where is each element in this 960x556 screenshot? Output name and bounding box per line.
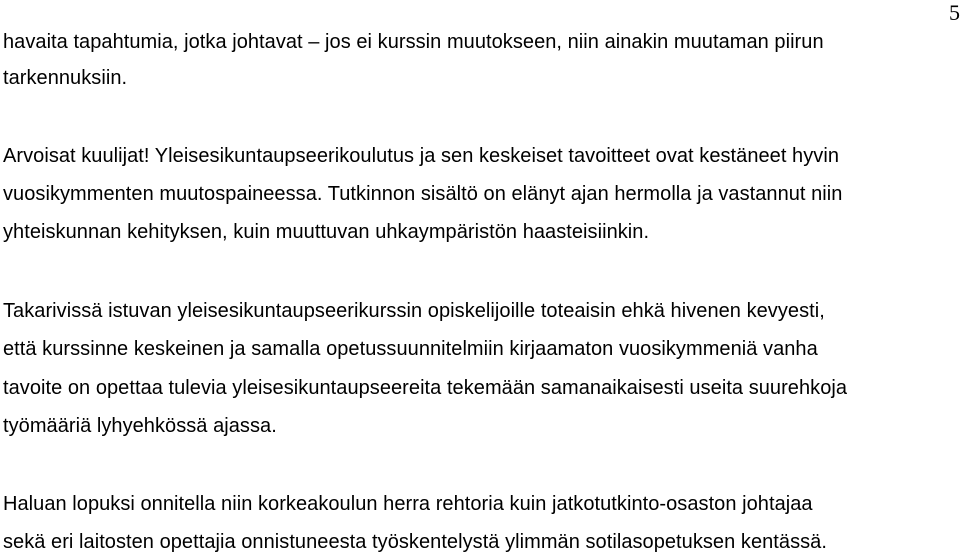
text-line: Haluan lopuksi onnitella niin korkeakoulun herra rehtoria kuin jatkotutkinto-osaston johtajaa [3, 493, 813, 515]
page-number: 5 [949, 0, 960, 25]
text-line: sekä eri laitosten opettajia onnistuneesta työskentelystä ylimmän sotilasopetuksen kentässä. [3, 531, 827, 553]
text-line: vuosikymmenten muutospaineessa. Tutkinnon sisältö on elänyt ajan hermolla ja vastannut niin [3, 183, 843, 205]
text-line: Takarivissä istuvan yleisesikuntaupseerikurssin opiskelijoille toteaisin ehkä hivenen kevyesti, [3, 300, 825, 322]
text-line: tavoite on opettaa tulevia yleisesikuntaupseereita tekemään samanaikaisesti useita suurehkoja [3, 377, 848, 399]
text-line: havaita tapahtumia, jotka johtavat – jos ei kurssin muutokseen, niin ainakin muutaman piirun [3, 31, 824, 53]
text-line: Arvoisat kuulijat! Yleisesikuntaupseerikoulutus ja sen keskeiset tavoitteet ovat kestäneet hyvin [3, 145, 839, 167]
text-line: tarkennuksiin. [3, 67, 128, 89]
text-line: että kurssinne keskeinen ja samalla opetussuunnitelmiin kirjaamaton vuosikymmeniä vanha [3, 338, 818, 360]
text-line: yhteiskunnan kehityksen, kuin muuttuvan uhkaympäristön haasteisiinkin. [3, 221, 650, 243]
text-line: työmääriä lyhyehkössä ajassa. [3, 415, 277, 437]
